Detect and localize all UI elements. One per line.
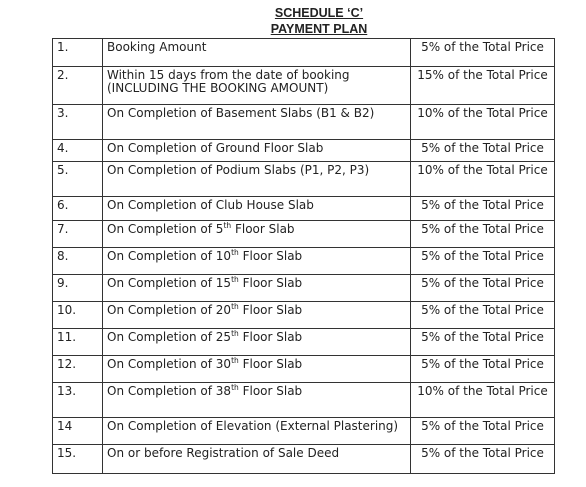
description-text: Booking Amount [107, 40, 207, 54]
row-number: 7. [53, 221, 103, 248]
table-row [53, 39, 555, 67]
row-description [103, 302, 411, 329]
description-text: On Completion of 10 [107, 249, 232, 263]
table-row [53, 67, 555, 105]
row-amount: 5% of the Total Price [411, 356, 555, 383]
description-text: On Completion of Basement Slabs (B1 & B2) [107, 106, 375, 120]
payment-plan-heading: PAYMENT PLAN [270, 22, 368, 36]
row-description [103, 39, 411, 67]
payment-plan-table [52, 38, 555, 474]
description-text: On Completion of 25 [107, 330, 232, 344]
ordinal-suffix: th [223, 221, 232, 230]
description-text-end: Floor Slab [238, 303, 303, 317]
description-text: On Completion of 5 [107, 222, 224, 236]
row-amount: 5% of the Total Price [411, 418, 555, 445]
table-row [53, 248, 555, 275]
ordinal-suffix: th [231, 302, 239, 311]
row-amount: 5% of the Total Price [411, 221, 555, 248]
row-number: 8. [53, 248, 103, 275]
row-description [103, 275, 411, 302]
row-description [103, 162, 411, 197]
table-row [53, 418, 555, 445]
description-text-end: Floor Slab [238, 357, 303, 371]
description-text: On Completion of 30 [107, 357, 232, 371]
table-row [53, 445, 555, 474]
row-description [103, 105, 411, 140]
row-number: 9. [53, 275, 103, 302]
ordinal-suffix: th [231, 248, 239, 257]
row-number: 1. [53, 39, 103, 67]
row-description [103, 221, 411, 248]
row-description [103, 356, 411, 383]
row-amount: 5% of the Total Price [411, 39, 555, 67]
table-row [53, 221, 555, 248]
description-text-end: Floor Slab [238, 276, 303, 290]
row-description [103, 248, 411, 275]
row-number: 10. [53, 302, 103, 329]
row-number: 13. [53, 383, 103, 418]
ordinal-suffix: th [231, 275, 239, 284]
row-description [103, 329, 411, 356]
description-text: On or before Registration of Sale Deed [107, 446, 340, 460]
description-text-end: Floor Slab [238, 384, 303, 398]
description-text: On Completion of Ground Floor Slab [107, 141, 324, 155]
description-text: On Completion of 15 [107, 276, 232, 290]
row-description [103, 67, 411, 105]
row-amount: 10% of the Total Price [411, 105, 555, 140]
row-number: 14 [53, 418, 103, 445]
row-description [103, 418, 411, 445]
row-number: 4. [53, 140, 103, 162]
row-number: 15. [53, 445, 103, 474]
row-number: 2. [53, 67, 103, 105]
row-description [103, 445, 411, 474]
description-text: On Completion of 20 [107, 303, 232, 317]
table-row [53, 329, 555, 356]
description-text: Within 15 days from the date of booking (INCLUDING THE BOOKING AMOUNT) [107, 68, 350, 95]
row-description [103, 197, 411, 221]
ordinal-suffix: th [231, 356, 239, 365]
table-row [53, 105, 555, 140]
row-amount: 5% of the Total Price [411, 329, 555, 356]
row-number: 6. [53, 197, 103, 221]
description-text: On Completion of Elevation (External Plastering) [107, 419, 399, 433]
ordinal-suffix: th [231, 329, 239, 338]
schedule-heading: SCHEDULE ‘C’ [274, 6, 364, 20]
ordinal-suffix: th [231, 383, 239, 392]
description-text-end: Floor Slab [231, 222, 295, 236]
row-amount: 5% of the Total Price [411, 248, 555, 275]
table-row [53, 383, 555, 418]
table-row [53, 275, 555, 302]
description-text: On Completion of 38 [107, 384, 232, 398]
table-row [53, 302, 555, 329]
row-amount: 5% of the Total Price [411, 302, 555, 329]
row-description [103, 383, 411, 418]
row-amount: 10% of the Total Price [411, 383, 555, 418]
row-number: 12. [53, 356, 103, 383]
description-text-end: Floor Slab [238, 249, 303, 263]
row-amount: 5% of the Total Price [411, 445, 555, 474]
row-amount: 5% of the Total Price [411, 275, 555, 302]
row-number: 11. [53, 329, 103, 356]
table-row [53, 140, 555, 162]
table-row [53, 162, 555, 197]
description-text: On Completion of Club House Slab [107, 198, 314, 212]
description-text-end: Floor Slab [238, 330, 303, 344]
table-row [53, 356, 555, 383]
payment-plan-body [53, 39, 555, 474]
row-amount: 15% of the Total Price [411, 67, 555, 105]
row-number: 5. [53, 162, 103, 197]
row-amount: 10% of the Total Price [411, 162, 555, 197]
row-amount: 5% of the Total Price [411, 140, 555, 162]
table-row [53, 197, 555, 221]
row-amount: 5% of the Total Price [411, 197, 555, 221]
row-description [103, 140, 411, 162]
description-text: On Completion of Podium Slabs (P1, P2, P3) [107, 163, 370, 177]
row-number: 3. [53, 105, 103, 140]
